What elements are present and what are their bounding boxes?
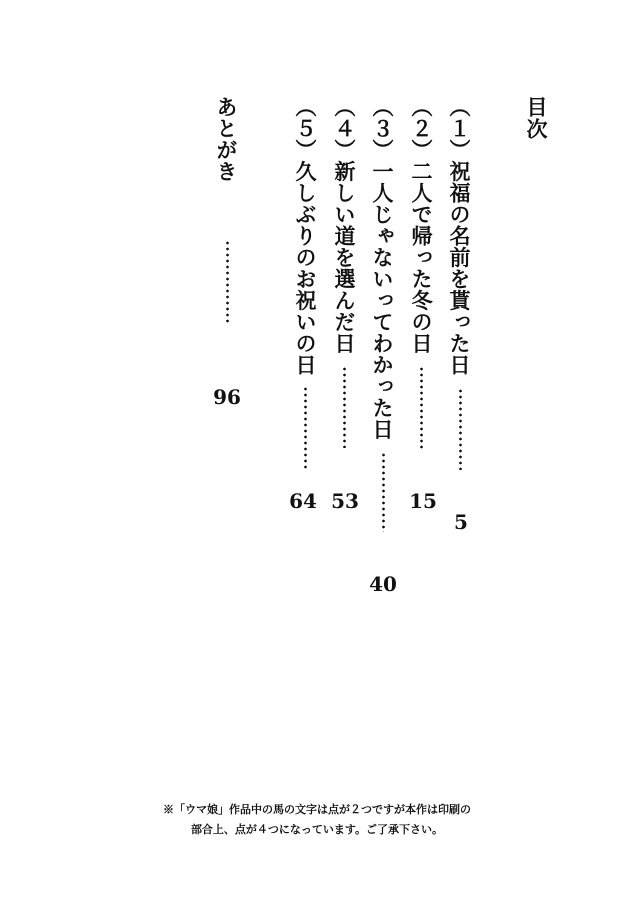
- toc-leader-dots: [226, 240, 229, 324]
- toc-entry-page: 15: [409, 489, 437, 513]
- toc-entry-page: 53: [331, 489, 359, 513]
- footnote: [0, 800, 634, 840]
- toc-entry-page: 5: [454, 510, 468, 534]
- toc-leader-dots: [304, 386, 307, 470]
- toc-entry-title: あとがき: [214, 96, 239, 182]
- toc-heading: 目次: [524, 96, 549, 140]
- toc-leader-dots: [382, 452, 385, 532]
- footnote-line: ※「ウマ娘」作品中の馬の文字は点が２つですが本作は印刷の: [163, 803, 471, 816]
- toc-entry-page: 64: [289, 489, 317, 513]
- toc-entry-title: （５）久しぶりのお祝いの日: [293, 96, 318, 376]
- toc-entry-page: 40: [369, 572, 397, 596]
- toc-leader-dots: [420, 366, 423, 450]
- toc-entry-page: 96: [213, 385, 241, 409]
- toc-entry-title: （２）二人で帰った冬の日: [409, 96, 434, 354]
- toc-entry-title: （４）新しい道を選んだ日: [332, 96, 357, 354]
- toc-leader-dots: [343, 366, 346, 448]
- toc-entry-title: （１）祝福の名前を貰った日: [447, 96, 472, 376]
- toc-leader-dots: [459, 388, 462, 470]
- footnote-line: 部合上、点が４つになっています。ご了承下さい。: [190, 823, 444, 836]
- toc-entry-title: （３）一人じゃないってわかった日: [370, 96, 395, 440]
